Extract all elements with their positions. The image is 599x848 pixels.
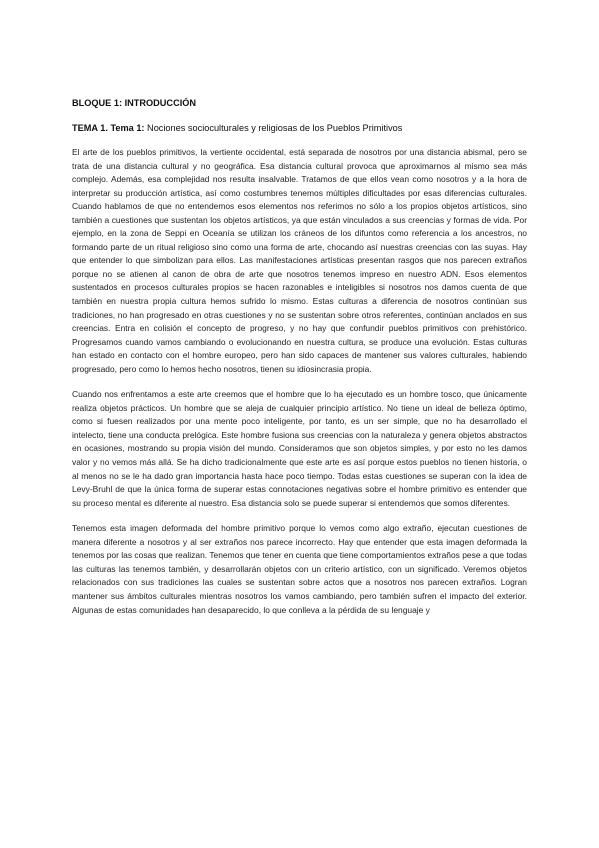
- document-body: [72, 97, 527, 617]
- paragraph-1: El arte de los pueblos primitivos, la vertiente occidental, está separada de nosotros por una distancia abismal, pero se trata de una distancia cultural y no geográfica. Esa distancia cultural provoca que aproximarnos al mismo sea más complejo. Además, esa complejidad nos resulta insalvable. Tratamos de que ellos vean como nosotros y a la hora de interpretar su producción artística, así como costumbres tenemos múltiples dificultades por esas diferencias culturales. Cuando hablamos de que no entendemos esos elementos nos referimos no sólo a los propios objetos artísticos, sino también a cuestiones que sustentan los objetos artísticos, ya que están vinculados a sus creencias y formas de vida. Por ejemplo, en la zona de Seppi en Oceanía se utilizan los cráneos de los difuntos como referencia a los ancestros, no formando parte de un ritual religioso sino como una forma de arte, chocando así nuestras creencias con las suyas. Hay que entender lo que simbolizan para ellos. Las manifestaciones artísticas presentan rasgos que nos parecen extraños porque no se atienen al canon de obra de arte que nosotros tenemos impreso en nuestro ADN. Esos elementos sustentados en procesos culturales propios se hacen razonables e inteligibles si nosotros nos damos cuenta de que también en nuestra propia cultura hemos sufrido lo mismo. Estas culturas a diferencia de nosotros continúan sus tradiciones, no han progresado en otras cuestiones y no se sustentan sobre otros referentes, continúan anclados en sus creencias. Entra en colisión el concepto de progreso, y no hay que confundir pueblos primitivos con prehistórico. Progresamos cuando vamos cambiando o evolucionando en nuestra cultura, se produce una evolución. Estas culturas han estado en contacto con el hombre europeo, pero han sido capaces de mantener sus valores culturales, habiendo progresado, pero como lo hemos hecho nosotros, tienen su idiosincrasia propia.: [72, 147, 527, 374]
- paragraph-2: Cuando nos enfrentamos a este arte creemos que el hombre que lo ha ejecutado es un hombre tosco, que únicamente realiza objetos prácticos. Un hombre que se aleja de cualquier principio artístico. No tiene un ideal de belleza óptimo, como si fuesen realizados por una mente poco inteligente, por tanto, es un ser simple, que no ha desarrollado el intelecto, tiene una conducta prelógica. Este hombre fusiona sus creencias con la naturaleza y genera objetos abstractos en ocasiones, mostrando su propia visión del mundo. Consideramos que son objetos simples, y por esto no les damos valor y no vemos más allá. Se ha dicho tradicionalmente que este arte es así porque estos pueblos no tienen historia, o al menos no se le ha dado gran importancia hasta hace poco tiempo. Todas estas cuestiones se superan con la idea de Levy-Bruhl de que la única forma de superar estas connotaciones negativas sobre el hombre primitivo es entender que su proceso mental es diferente al nuestro. Esa distancia solo se puede superar si entendemos que somos diferentes.: [72, 389, 527, 508]
- topic-heading: [72, 122, 527, 134]
- topic-label: TEMA 1. Tema 1:: [72, 123, 145, 133]
- block-heading: BLOQUE 1: INTRODUCCIÓN: [72, 98, 197, 108]
- topic-title: Nociones socioculturales y religiosas de los Pueblos Primitivos: [144, 123, 403, 133]
- paragraph-3: Tenemos esta imagen deformada del hombre primitivo porque lo vemos como algo extraño, ejecutan cuestiones de manera diferente a nosotros y al ser extraños nos parece incorrecto. Hay que entender que esta imagen deformada la tenemos por las cosas que realizan. Tenemos que tener en cuenta que tiene comportamientos extraños pese a que todas las culturas las tenemos también, y desarrollarán objetos con un criterio artístico, con un significado. Veremos objetos relacionados con sus tradiciones las cuales se sustentan sobre actos que a nosotros nos parecen extraños. Logran mantener sus ámbitos culturales mientras nosotros los vamos cambiando, pero también sufren el impacto del exterior. Algunas de estas comunidades han desaparecido, lo que conlleva a la pérdida de su lenguaje y: [72, 523, 527, 615]
